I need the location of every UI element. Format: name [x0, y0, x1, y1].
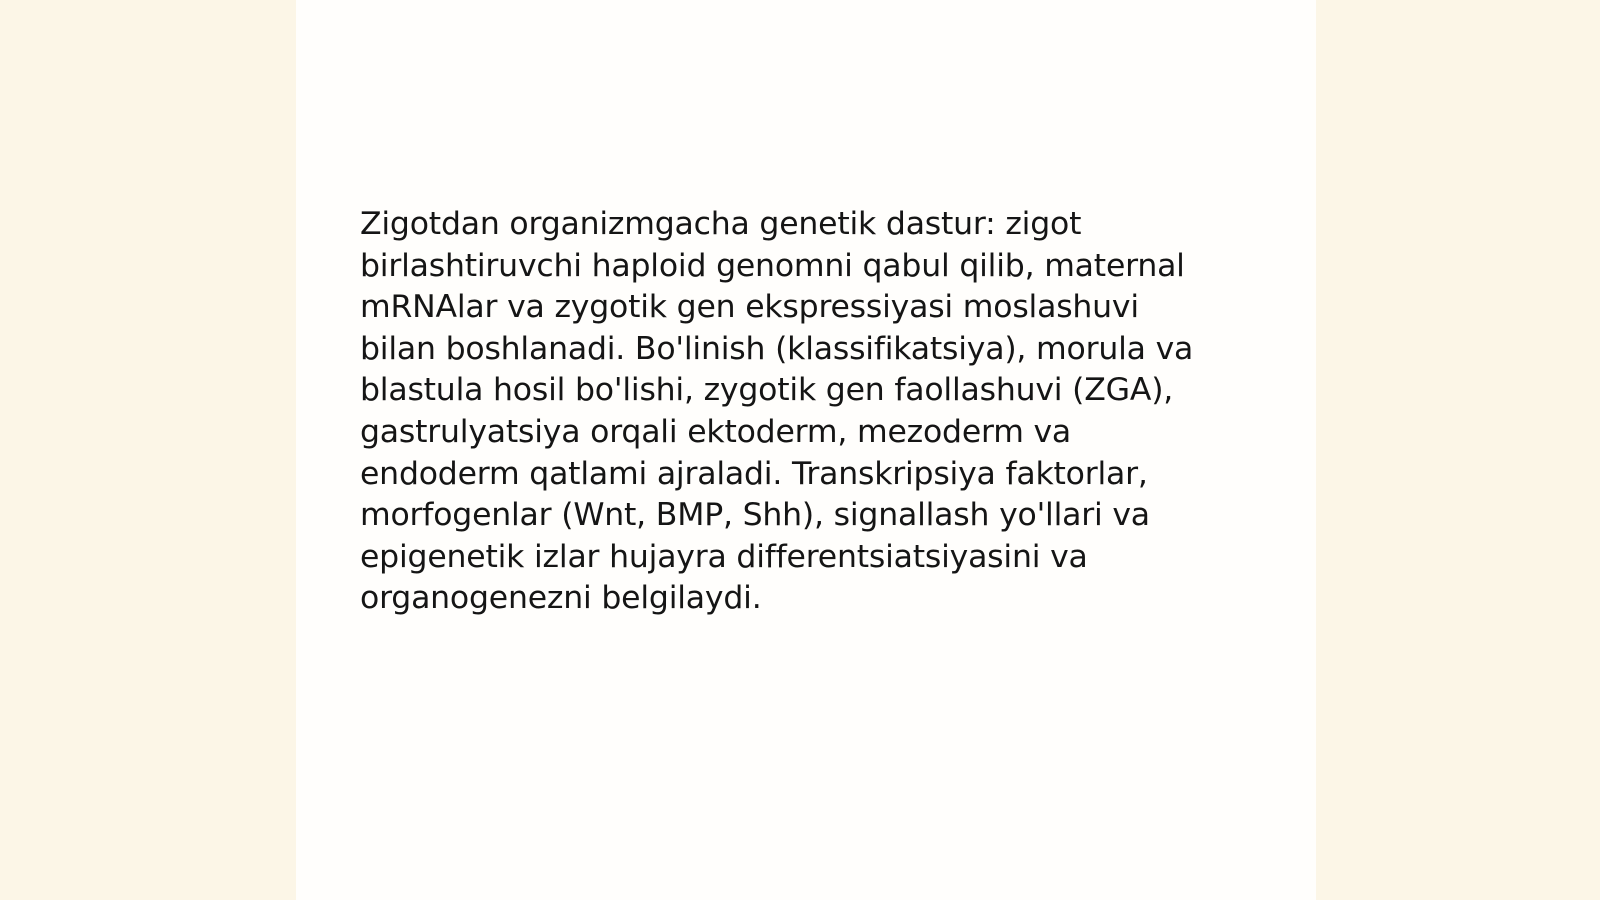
slide-body-text: Zigotdan organizmgacha genetik dastur: zigot birlashtiruvchi haploid genomni qabul qilib, maternal mRNAlar va zygotik gen ekspressiyasi moslashuvi bilan boshlanadi. Bo'linish (klassifikatsiya), morula va blastula hosil bo'lishi, zygotik gen faollashuvi (ZGA), gastrulyatsiya orqali ektoderm, mezoderm va endoderm qatlami ajraladi. Transkripsiya faktorlar, morfogenlar (Wnt, BMP, Shh), signallash yo'llari va epigenetik izlar hujayra differentsiatsiyasini va organogenezni belgilaydi. [360, 206, 1194, 617]
slide [296, 0, 1316, 900]
